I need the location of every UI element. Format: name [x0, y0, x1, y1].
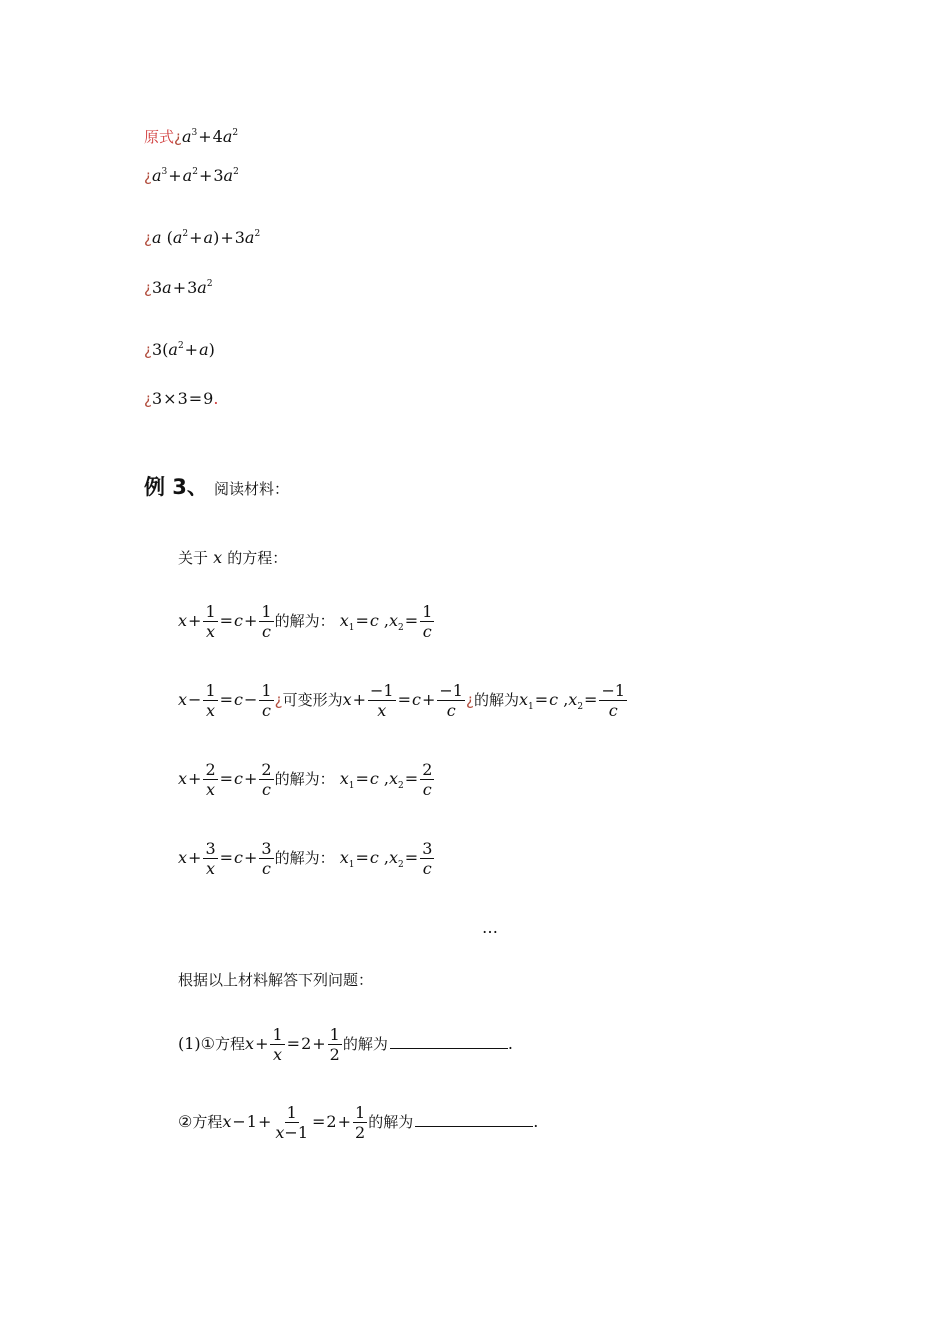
intro-line: 关于 x 的方程： — [178, 548, 288, 567]
original-expression-label: 原式 — [144, 128, 175, 146]
equation-3: x+ $\frac{2}{x}$ =c+ $\frac{2}{c}$ 的解为： $x_1=c$ $,x_2=$ $\frac{2}{c}$ — [178, 760, 433, 799]
question-intro: 根据以上材料解答下列问题： — [178, 971, 374, 989]
ellipsis: … — [482, 918, 498, 937]
equation-2: x− $\frac{1}{x}$ =c− $\frac{1}{c}$ ¿可变形为x+ $\frac{-1}{x}$ =c+ $\frac{-1}{c}$ ¿的解为$x_1=c$ $,x_2=$ $\frac{-1}{c}$ — [178, 681, 626, 720]
answer-blank-2[interactable] — [415, 1114, 533, 1127]
answer-blank-1[interactable] — [390, 1036, 508, 1049]
solution-line-5: ¿$3(a^2+a)$ — [144, 340, 215, 359]
solution-line-1: 原式¿$a^3+4a^2$ — [144, 127, 239, 146]
solution-line-6: ¿3×3=9. — [144, 389, 219, 408]
solution-line-2: ¿$a^3+a^2+3a^2$ — [144, 166, 239, 185]
read-material-label: 阅读材料： — [213, 480, 289, 498]
example-heading: 例 3、 — [144, 475, 208, 499]
equation-4: x+ $\frac{3}{x}$ =c+ $\frac{3}{c}$ 的解为： $x_1=c$ $,x_2=$ $\frac{3}{c}$ — [178, 839, 433, 878]
question-1: (1)①方程x+ $\frac{1}{x}$ =2+ $\frac{1}{2}$ 的解为 . — [178, 1025, 513, 1064]
solution-line-4: ¿$3a+3a^2$ — [144, 278, 213, 297]
question-2: ②方程x−1+ $\frac{1}{x-1}$ =2+ $\frac{1}{2}$ 的解为 . — [178, 1103, 539, 1142]
equation-1: x+ $\frac{1}{x}$ =c+ $\frac{1}{c}$ 的解为： $x_1=c$ $,x_2=$ $\frac{1}{c}$ — [178, 602, 433, 641]
solution-line-3: ¿a $(a^2+a)+3a^2$ — [144, 228, 261, 247]
example-heading-line — [144, 474, 289, 502]
